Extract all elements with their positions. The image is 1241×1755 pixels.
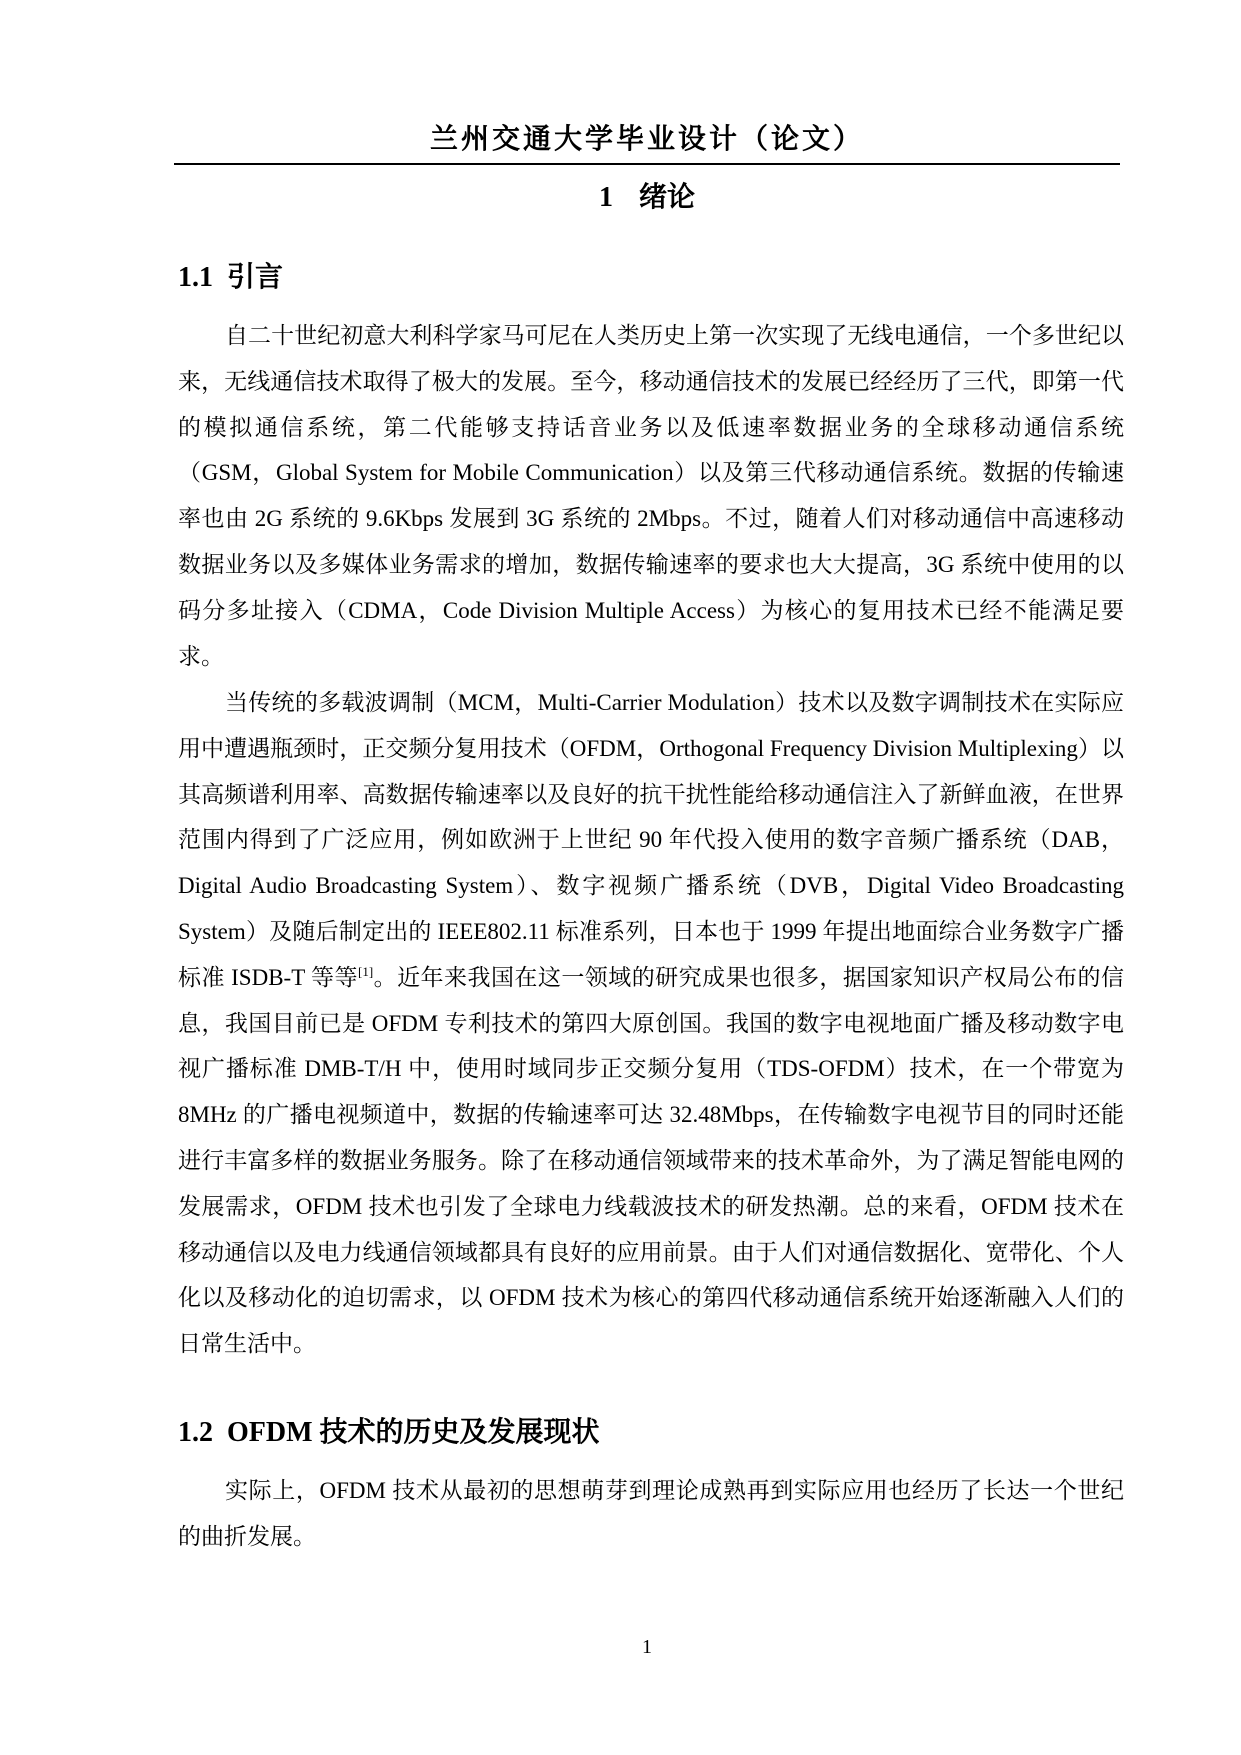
- paragraph-text: 。近年来我国在这一领域的研究成果也很多，据国家知识产权局公布的信息，我国目前已是 OFDM 专利技术的第四大原创国。我国的数字电视地面广播及移动数字电视广播标准 DMB-T/H 中，使用时域同步正交频分复用（TDS-OFDM）技术，在一个带宽为 8MHz 的广播电视频道中，数据的传输速率可达 32.48Mbps，在传输数字电视节目的同时还能进行丰富多样的数据业务服务。除了在移动通信领域带来的技术革命外，为了满足智能电网的发展需求，OFDM 技术也引发了全球电力线载波技术的研发热潮。总的来看，OFDM 技术在移动通信以及电力线通信领域都具有良好的应用前景。由于人们对通信数据化、宽带化、个人化以及移动化的迫切需求，以 OFDM 技术为核心的第四代移动通信系统开始逐渐融入人们的日常生活中。: [178, 964, 1124, 1357]
- section-heading-1-2: [178, 1413, 1118, 1453]
- header-rule: [174, 163, 1120, 165]
- chapter-title: [176, 178, 1118, 218]
- paragraph-text: 当传统的多载波调制（MCM，Multi-Carrier Modulation）技术以及数字调制技术在实际应用中遭遇瓶颈时，正交频分复用技术（OFDM，Orthogonal Frequency Division Multiplexing）以其高频谱利用率、高数据传输速率以及良好的抗干扰性能给移动通信注入了新鲜血液，在世界范围内得到了广泛应用，例如欧洲于上世纪 90 年代投入使用的数字音频广播系统（DAB，Digital Audio Broadcasting System）、数字视频广播系统（DVB，Digital Video Broadcasting System）及随后制定出的 IEEE802.11 标准系列，日本也于 1999 年提出地面综合业务数字广播标准 ISDB-T 等等: [178, 690, 1124, 990]
- chapter-title-text: 绪论: [638, 182, 695, 213]
- chapter-number: 1: [598, 182, 613, 213]
- paragraph: 实际上，OFDM 技术从最初的思想萌芽到理论成熟再到实际应用也经历了长达一个世纪的曲折发展。: [178, 1478, 1124, 1549]
- paragraph: 自二十世纪初意大利科学家马可尼在人类历史上第一次实现了无线电通信，一个多世纪以来，无线通信技术取得了极大的发展。至今，移动通信技术的发展已经经历了三代，即第一代的模拟通信系统，第二代能够支持话音业务以及低速率数据业务的全球移动通信系统（GSM，Global System for Mobile Communication）以及第三代移动通信系统。数据的传输速率也由 2G 系统的 9.6Kbps 发展到 3G 系统的 2Mbps。不过，随着人们对移动通信中高速移动数据业务以及多媒体业务需求的增加，数据传输速率的要求也大大提高，3G 系统中使用的以码分多址接入（CDMA，Code Division Multiple Access）为核心的复用技术已经不能满足要求。: [178, 323, 1124, 669]
- page-number: 1: [642, 1636, 652, 1658]
- running-header-title: 兰州交通大学毕业设计（论文）: [429, 124, 864, 155]
- section-number: 1.2: [178, 1417, 213, 1448]
- section-heading-1-1: [178, 258, 1118, 298]
- section-number: 1.1: [178, 262, 213, 293]
- section-title: OFDM 技术的历史及发展现状: [227, 1417, 600, 1448]
- paragraph: [178, 680, 1124, 1367]
- section-title: 引言: [227, 262, 284, 293]
- citation-reference[interactable]: [1]: [357, 963, 374, 979]
